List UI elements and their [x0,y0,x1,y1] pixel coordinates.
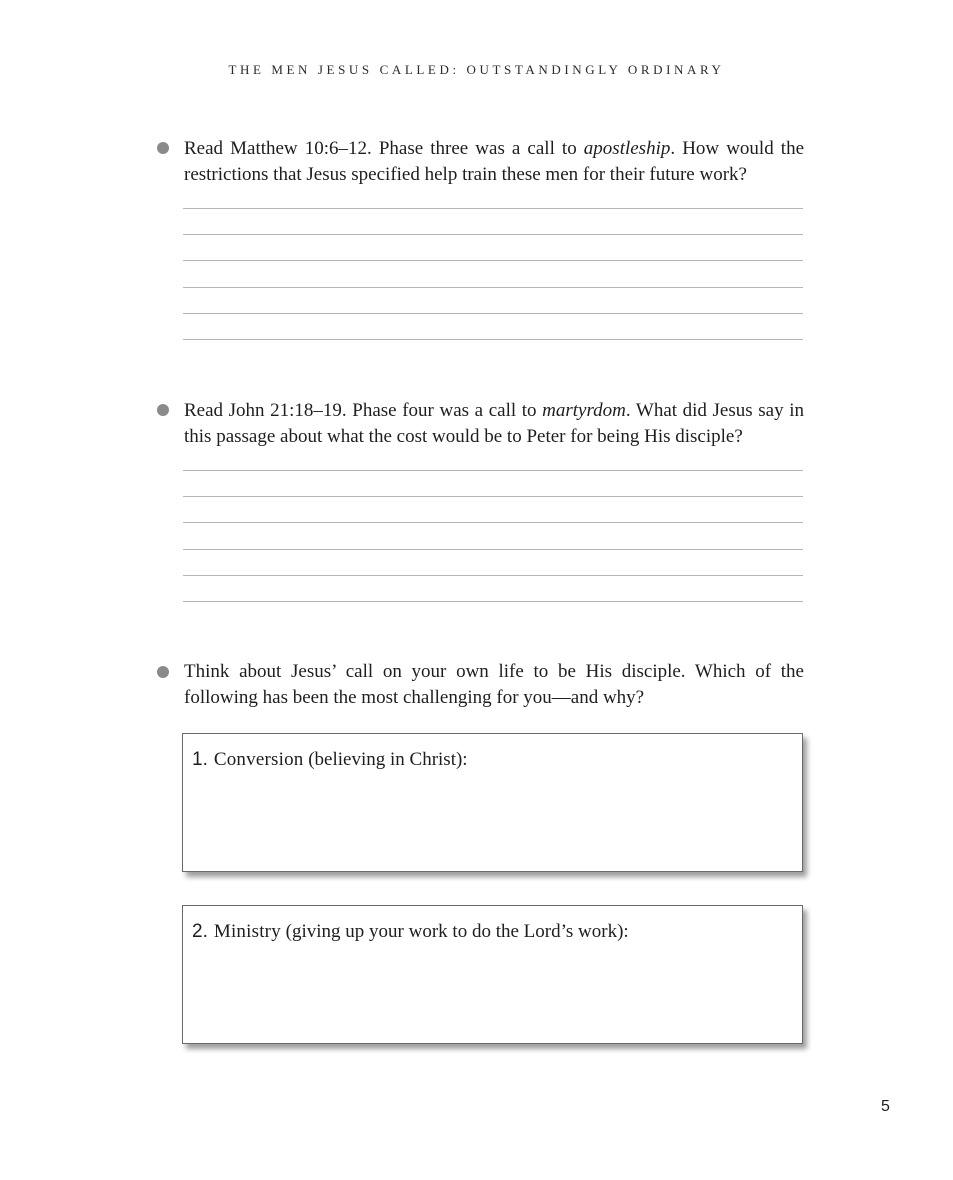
answer-line[interactable] [183,601,803,602]
answer-line[interactable] [183,522,803,523]
answer-box-label [192,747,468,773]
answer-box-label [192,919,629,945]
answer-line[interactable] [183,208,803,209]
box-number: 2. [192,921,208,942]
bullet-icon [157,142,169,154]
answer-box-conversion[interactable] [182,733,803,872]
answer-line[interactable] [183,496,803,497]
answer-line[interactable] [183,575,803,576]
question-2 [184,398,804,450]
bullet-icon [157,404,169,416]
box-description: (believing in Christ): [303,749,468,770]
answer-line[interactable] [183,287,803,288]
box-term: Ministry [213,921,281,942]
question-2-emphasis: martyrdom [542,400,626,421]
answer-line[interactable] [183,549,803,550]
question-2-text-start: Read John 21:18–19. Phase four was a call to [184,400,543,421]
bullet-icon [157,666,169,678]
page-number: 5 [881,1098,890,1115]
answer-line[interactable] [183,470,803,471]
answer-line[interactable] [183,260,803,261]
question-3: Think about Jesus’ call on your own life to be His disciple. Which of the following has been the most challenging for you—and why? [184,661,804,708]
box-number: 1. [192,749,208,770]
answer-line[interactable] [183,234,803,235]
running-header: THE MEN JESUS CALLED: OUTSTANDINGLY ORDINARY [228,62,725,77]
question-1-text-start: Read Matthew 10:6–12. Phase three was a call to [184,138,584,159]
question-1-emphasis: apostleship [583,138,671,159]
question-1-text-end: . How would the restrictions that Jesus specified help train these men for their future work? [184,138,804,185]
answer-box-ministry[interactable] [182,905,803,1044]
question-2-text-end: . What did Jesus say in this passage about what the cost would be to Peter for being His disciple? [184,400,804,447]
answer-line[interactable] [183,313,803,314]
box-description: (giving up your work to do the Lord’s work): [280,921,629,942]
question-1 [184,136,804,188]
box-term: Conversion [213,749,304,770]
answer-line[interactable] [183,339,803,340]
